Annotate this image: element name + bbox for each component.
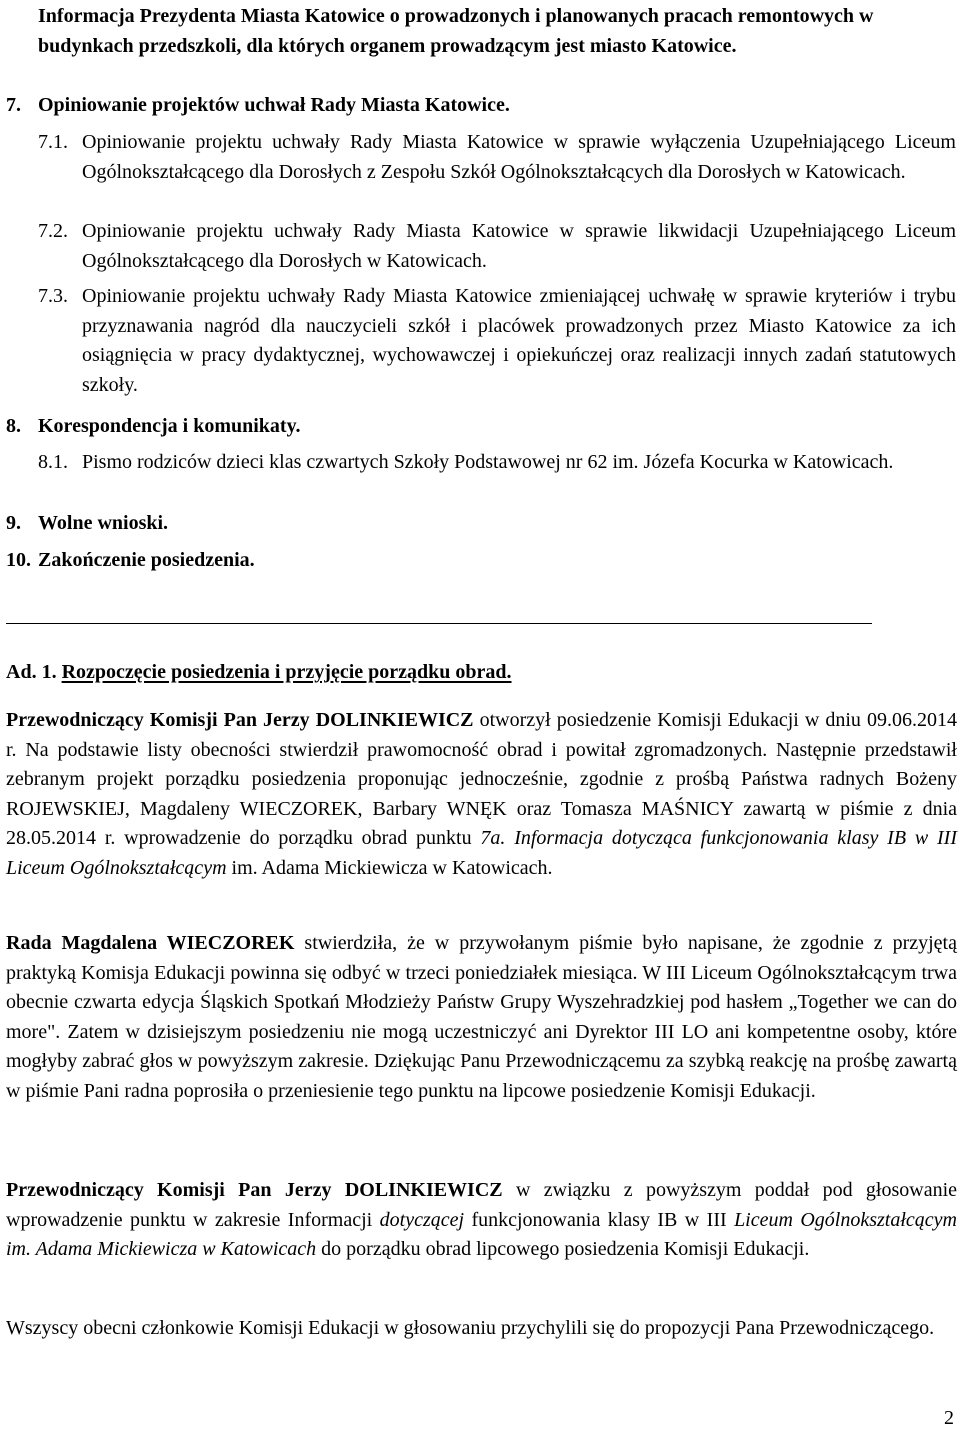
agenda-text: Opiniowanie projektu uchwały Rady Miasta Katowice w sprawie likwidacji Uzupełniającego Liceum Ogólnokształcącego dla Dorosłych w Katowicach. — [82, 220, 956, 272]
agenda-text: Opiniowanie projektu uchwały Rady Miasta Katowice zmieniającej uchwałę w sprawie kryteriów i trybu przyznawania nagród dla nauczycieli szkół i placówek prowadzonych przez Miasto Katowice za ich osiągnięcia w pracy dydaktycznej, wychowawczej i opiekuńczej oraz realizacji innych zadań statutowych szkoły. — [82, 285, 956, 396]
agenda-item-7-2 — [38, 217, 956, 276]
agenda-number: 9. — [6, 512, 21, 534]
agenda-item-9 — [6, 509, 956, 539]
speaker-name: Przewodniczący Komisji Pan Jerzy DOLINKIEWICZ — [6, 709, 474, 731]
paragraph-text: stwierdziła, że w przywołanym piśmie było napisane, że zgodnie z przyjętą praktyką Komisja Edukacji powinna się odbyć w trzeci poniedziałek miesiąca. W III Liceum Ogólnokształcącym trwa obecnie czwarta edycja Śląskich Spotkań Młodzieży Państw Grupy Wyszehradzkiej pod hasłem „Together we can do more". Zatem w dzisiejszym posiedzeniu nie mogą uczestniczyć ani Dyrektor III LO ani kompetentne osoby, które mogłyby zabrać głos w powyższym zakresie. Dziękując Panu Przewodniczącemu za szybką reakcję na prośbę zawartą w piśmie Pani radna poprosiła o przeniesienie tego punktu na lipcowe posiedzenie Komisji Edukacji. — [6, 932, 957, 1102]
agenda-text: Zakończenie posiedzenia. — [38, 549, 255, 571]
paragraph-wieczorek — [6, 929, 957, 1106]
ad1-title: Rozpoczęcie posiedzenia i przyjęcie porządku obrad. — [61, 661, 512, 683]
paragraph-text: Wszyscy obecni członkowie Komisji Edukacji w głosowaniu przychylili się do propozycji Pana Przewodniczącego. — [6, 1317, 935, 1339]
paragraph-vote-result — [6, 1314, 957, 1344]
paragraph-opening — [6, 706, 957, 883]
paragraph-text: do porządku obrad lipcowego posiedzenia Komisji Edukacji. — [316, 1238, 810, 1260]
agenda-item-7 — [6, 91, 956, 121]
agenda-number — [6, 2, 38, 32]
agenda-item-7-3 — [38, 282, 956, 400]
agenda-item-6 — [6, 2, 956, 61]
paragraph-text: w związku z powyższym poddał pod głosowanie wprowadzenie punktu w zakresie Informacji — [6, 1179, 958, 1231]
agenda-text: Pismo rodziców dzieci klas czwartych Szkoły Podstawowej nr 62 im. Józefa Kocurka w Katowicach. — [82, 451, 894, 473]
agenda-text: Informacja Prezydenta Miasta Katowice o prowadzonych i planowanych pracach remontowych w budynkach przedszkoli, dla których organem prowadzącym jest miasto Katowice. — [38, 5, 874, 57]
paragraph-italic: dotyczącej — [379, 1208, 465, 1231]
ad1-heading — [6, 658, 512, 688]
speaker-name: Rada Magdalena WIECZOREK — [6, 932, 295, 954]
agenda-number: 8.1. — [38, 451, 68, 473]
paragraph-vote-proposal — [6, 1176, 957, 1265]
section-separator-line — [6, 623, 872, 624]
agenda-text: Opiniowanie projektów uchwał Rady Miasta Katowice. — [38, 94, 510, 116]
agenda-number: 8. — [6, 415, 21, 437]
speaker-name: Przewodniczący Komisji Pan Jerzy DOLINKIEWICZ — [6, 1179, 503, 1201]
agenda-text: Korespondencja i komunikaty. — [38, 415, 301, 437]
agenda-number: 7.3. — [38, 285, 68, 307]
agenda-number: 7.2. — [38, 220, 68, 242]
paragraph-italic: 7a. Informacja dotycząca funkcjonowania klasy IB w III Liceum Ogólnokształcącym — [6, 827, 957, 879]
agenda-number: 10. — [6, 549, 31, 571]
agenda-text: Opiniowanie projektu uchwały Rady Miasta Katowice w sprawie wyłączenia Uzupełniającego Liceum Ogólnokształcącego dla Dorosłych z Zespołu Szkół Ogólnokształcących dla Dorosłych w Katowicach. — [82, 131, 956, 183]
agenda-item-10 — [6, 546, 956, 576]
agenda-item-8 — [6, 412, 956, 442]
paragraph-text: im. Adama Mickiewicza w Katowicach. — [226, 856, 553, 879]
agenda-number: 7. — [6, 94, 21, 116]
paragraph-text: otworzył posiedzenie Komisji Edukacji w dniu 09.06.2014 r. Na podstawie listy obecności stwierdził prawomocność obrad i powitał zgromadzonych. Następnie przedstawił zebranym projekt porządku posiedzenia proponując jednocześnie, zgodnie z prośbą Państwa radnych Bożeny ROJEWSKIEJ, Magdaleny WIECZOREK, Barbary WNĘK oraz Tomasza MAŚNICY zawartą w piśmie z dnia 28.05.2014 r. wprowadzenie do porządku obrad punktu — [6, 709, 957, 849]
paragraph-text: funkcjonowania klasy IB w III — [464, 1208, 735, 1231]
ad1-prefix: Ad. 1. — [6, 661, 57, 683]
page-number: 2 — [944, 1407, 954, 1429]
agenda-item-7-1 — [38, 128, 956, 187]
agenda-number: 7.1. — [38, 131, 68, 153]
agenda-text: Wolne wnioski. — [38, 512, 169, 534]
agenda-item-8-1 — [38, 448, 956, 478]
paragraph-italic: Liceum Ogólnokształcącym im. Adama Mickiewicza w Katowicach — [6, 1208, 957, 1260]
